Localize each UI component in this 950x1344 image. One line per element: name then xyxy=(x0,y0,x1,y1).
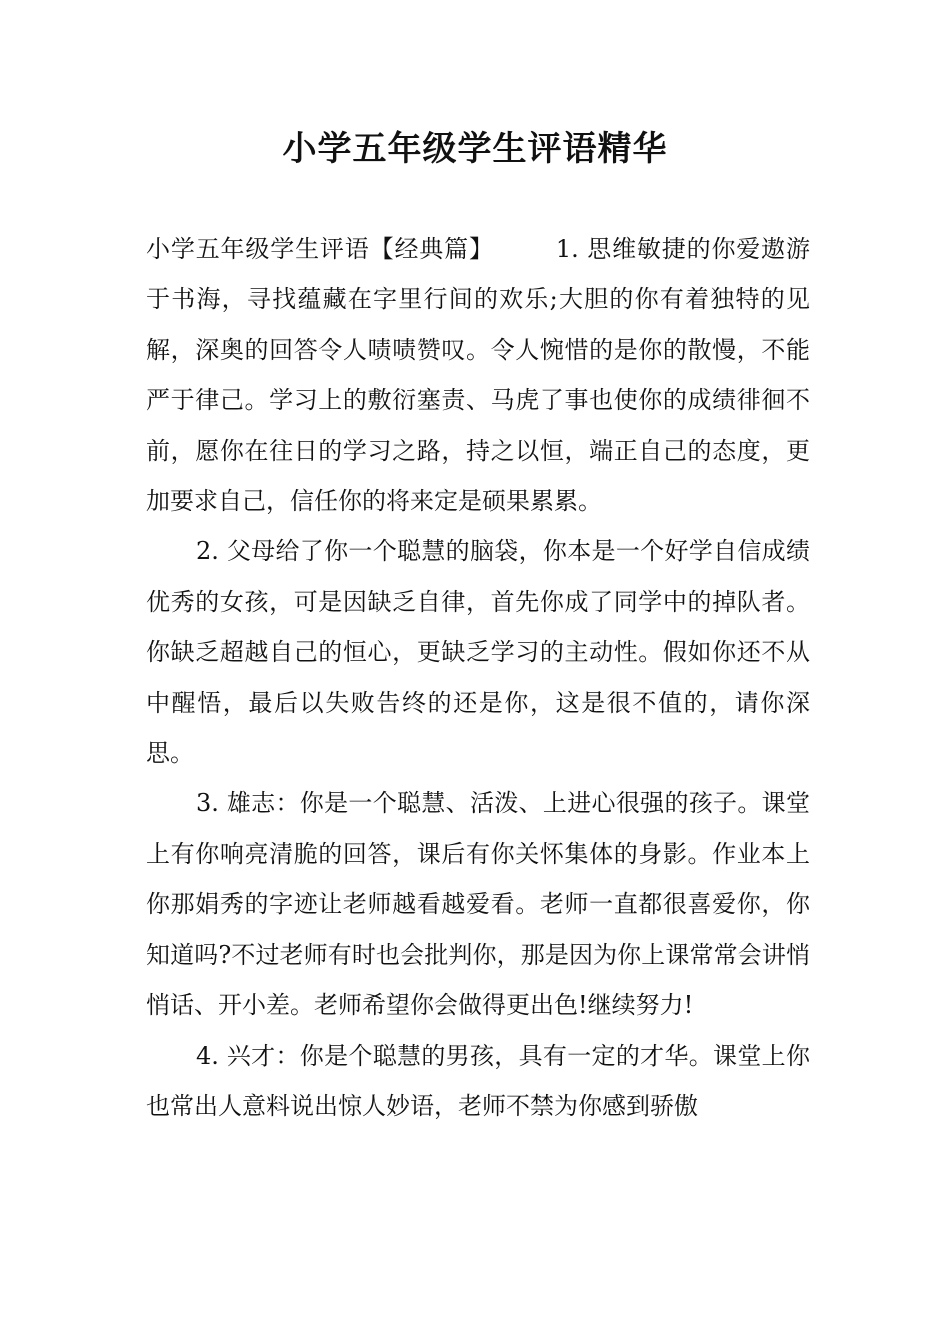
paragraph-3: 3. 雄志：你是一个聪慧、活泼、上进心很强的孩子。课堂上有你响亮清脆的回答，课后有你关怀集体的身影。作业本上你那娟秀的字迹让老师越看越爱看。老师一直都很喜爱你，你知道吗?不过老师有时也会批判你，那是因为你上课常常会讲悄悄话、开小差。老师希望你会做得更出色!继续努力! xyxy=(146,789,810,1020)
document-title: 小学五年级学生评语精华 xyxy=(282,129,668,169)
document-body xyxy=(146,224,810,1131)
paragraph-4: 4. 兴才：你是个聪慧的男孩，具有一定的才华。课堂上你也常出人意料说出惊人妙语，老师不禁为你感到骄傲 xyxy=(146,1041,810,1120)
paragraph-2: 2. 父母给了你一个聪慧的脑袋，你本是一个好学自信成绩优秀的女孩，可是因缺乏自律，首先你成了同学中的掉队者。你缺乏超越自己的恒心，更缺乏学习的主动性。假如你还不从中醒悟，最后以失败告终的还是你，这是很不值的，请你深思。 xyxy=(146,537,810,768)
paragraph-text: 1. 思维敏捷的你爱遨游于书海，寻找蕴藏在字里行间的欢乐;大胆的你有着独特的见解，深奥的回答令人啧啧赞叹。令人惋惜的是你的散慢，不能严于律己。学习上的敷衍塞责、马虎了事也使你的成绩徘徊不前，愿你在往日的学习之路，持之以恒，端正自己的态度，更加要求自己，信任你的将来定是硕果累累。 xyxy=(146,235,811,516)
section-heading: 小学五年级学生评语【经典篇】 xyxy=(146,235,494,263)
paragraph-1 xyxy=(146,224,810,526)
